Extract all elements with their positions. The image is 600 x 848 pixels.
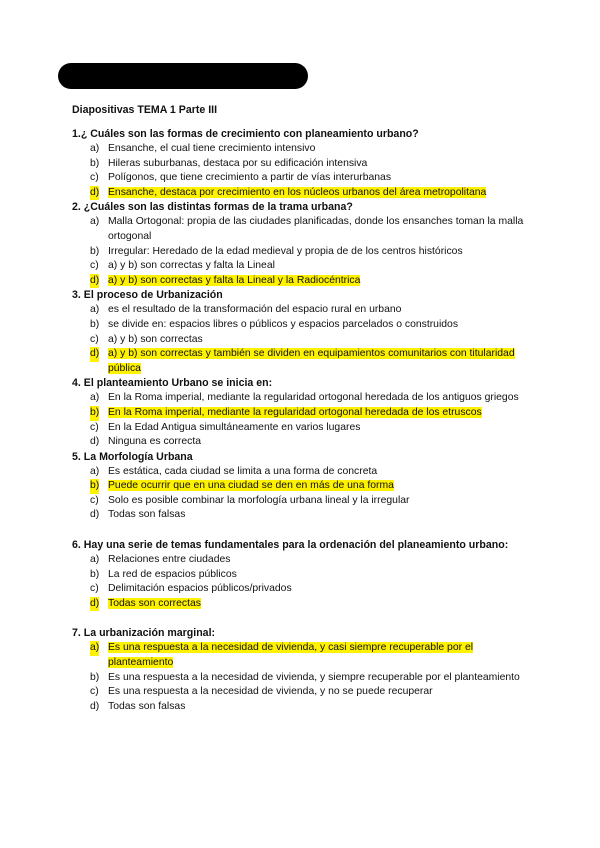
option-text: a) y b) son correctas y falta la Lineal y la Radiocéntrica xyxy=(108,274,361,286)
question-text: 5. La Morfología Urbana xyxy=(72,450,193,463)
option-letter: a) xyxy=(90,143,100,154)
option-b-highlighted xyxy=(72,479,532,494)
option-d-highlighted xyxy=(72,186,532,201)
option-list xyxy=(72,553,532,611)
option-a xyxy=(72,215,532,244)
option-text: es el resultado de la transformación del espacio rural en urbano xyxy=(108,304,402,316)
option-letter: c) xyxy=(90,333,99,345)
option-text: se divide en: espacios libres o públicos y espacios parcelados o construidos xyxy=(108,318,459,330)
option-letter: a) xyxy=(90,392,100,404)
option-b xyxy=(72,318,532,333)
option-text: Solo es posible combinar la morfología urbana lineal y la irregular xyxy=(108,494,410,506)
option-letter: b) xyxy=(90,318,100,330)
option-b xyxy=(72,157,532,172)
option-text: Todas son correctas xyxy=(108,597,201,609)
option-text: Es una respuesta a la necesidad de vivienda, y casi siempre recuperable por el planteamiento xyxy=(108,642,474,669)
option-a xyxy=(72,553,532,568)
option-letter: a) xyxy=(90,304,100,316)
question-5 xyxy=(72,450,532,523)
option-text: La red de espacios públicos xyxy=(108,568,237,580)
option-list xyxy=(72,215,532,288)
option-text: Delimitación espacios públicos/privados xyxy=(108,583,292,595)
option-text: a) y b) son correctas y falta la Lineal xyxy=(108,260,275,272)
option-b xyxy=(72,671,532,686)
option-d-highlighted xyxy=(72,347,532,376)
question-text: 6. Hay una serie de temas fundamentales para la ordenación del planeamiento urbano: xyxy=(72,539,509,552)
option-letter: c) xyxy=(90,260,99,272)
option-c xyxy=(72,582,532,597)
option-list xyxy=(72,391,532,449)
question-1 xyxy=(72,127,532,200)
option-text: Es una respuesta a la necesidad de vivienda, y siempre recuperable por el planteamiento xyxy=(108,671,520,683)
option-text: En la Roma imperial, mediante la regularidad ortogonal heredada de los etruscos xyxy=(108,406,482,418)
option-b xyxy=(72,568,532,583)
option-letter: c) xyxy=(90,172,99,184)
option-d-highlighted xyxy=(72,597,532,612)
question-text: 2. ¿Cuáles son las distintas formas de la trama urbana? xyxy=(72,201,353,214)
option-letter: c) xyxy=(90,494,99,506)
option-a xyxy=(72,391,532,406)
option-letter: a) xyxy=(90,554,100,566)
option-list xyxy=(72,142,532,200)
option-c xyxy=(72,685,532,700)
question-4 xyxy=(72,376,532,449)
option-text: Todas son falsas xyxy=(108,700,186,712)
question-2 xyxy=(72,200,532,288)
option-text: Es una respuesta a la necesidad de vivienda, y no se puede recuperar xyxy=(108,686,433,698)
option-a xyxy=(72,142,532,157)
question-3 xyxy=(72,288,532,376)
option-list xyxy=(72,465,532,523)
question-list xyxy=(72,127,532,714)
option-letter: b) xyxy=(90,245,100,257)
option-letter: c) xyxy=(90,421,99,433)
option-b-highlighted xyxy=(72,406,532,421)
question-text: 3. El proceso de Urbanización xyxy=(72,289,223,302)
option-text: Ensanche, destaca por crecimiento en los núcleos urbanos del área metropolitana xyxy=(108,186,487,198)
option-text: Todas son falsas xyxy=(108,509,186,521)
option-letter: a) xyxy=(90,216,100,228)
option-d xyxy=(72,700,532,715)
option-list xyxy=(72,641,532,714)
option-letter: c) xyxy=(90,686,99,698)
option-a-highlighted xyxy=(72,641,532,670)
redacted-name-block xyxy=(58,63,308,89)
option-text: Es estática, cada ciudad se limita a una forma de concreta xyxy=(108,465,378,477)
option-letter: d) xyxy=(90,436,100,448)
option-letter: c) xyxy=(90,583,99,595)
option-a xyxy=(72,465,532,480)
option-text: En la Roma imperial, mediante la regularidad ortogonal heredada de los antiguos griegos xyxy=(108,392,519,404)
option-list xyxy=(72,303,532,376)
question-text: 4. El planteamiento Urbano se inicia en: xyxy=(72,377,273,390)
option-c xyxy=(72,494,532,509)
document-title: Diapositivas TEMA 1 Parte III xyxy=(72,104,218,116)
option-letter: b) xyxy=(90,479,99,494)
option-b xyxy=(72,245,532,260)
option-text: Ensanche, el cual tiene crecimiento intensivo xyxy=(108,143,316,154)
option-text: Malla Ortogonal: propia de las ciudades planificadas, donde los ensanches toman la malla ortogonal xyxy=(108,216,524,242)
option-d xyxy=(72,435,532,450)
option-letter: b) xyxy=(90,671,100,683)
option-letter: d) xyxy=(90,700,100,712)
option-letter: d) xyxy=(90,597,99,612)
question-text: 7. La urbanización marginal: xyxy=(72,627,216,640)
option-d xyxy=(72,508,532,523)
option-text: Polígonos, que tiene crecimiento a partir de vías interurbanas xyxy=(108,172,392,184)
option-c xyxy=(72,171,532,186)
question-6 xyxy=(72,538,532,611)
option-a xyxy=(72,303,532,318)
option-letter: d) xyxy=(90,186,99,201)
option-c xyxy=(72,333,532,348)
option-letter: d) xyxy=(90,274,99,289)
option-text: Hileras suburbanas, destaca por su edificación intensiva xyxy=(108,157,368,169)
option-letter: a) xyxy=(90,465,100,477)
option-text: Irregular: Heredado de la edad medieval y propia de de los centros históricos xyxy=(108,245,463,257)
option-text: Ninguna es correcta xyxy=(108,436,201,448)
question-7 xyxy=(72,626,532,714)
option-letter: b) xyxy=(90,157,100,169)
option-text: Relaciones entre ciudades xyxy=(108,554,231,566)
option-text: Puede ocurrir que en una ciudad se den en más de una forma xyxy=(108,480,394,492)
option-text: a) y b) son correctas y también se dividen en equipamientos comunitarios con titularidad pública xyxy=(108,348,515,374)
option-d-highlighted xyxy=(72,274,532,289)
option-text: a) y b) son correctas xyxy=(108,333,203,345)
option-letter: d) xyxy=(90,347,99,362)
question-text: 1.¿ Cuáles son las formas de crecimiento con planeamiento urbano? xyxy=(72,128,419,140)
option-text: En la Edad Antigua simultáneamente en varios lugares xyxy=(108,421,361,433)
option-letter: a) xyxy=(90,641,99,656)
option-letter: b) xyxy=(90,406,99,421)
option-c xyxy=(72,421,532,436)
option-letter: b) xyxy=(90,568,100,580)
option-c xyxy=(72,259,532,274)
option-letter: d) xyxy=(90,509,100,521)
